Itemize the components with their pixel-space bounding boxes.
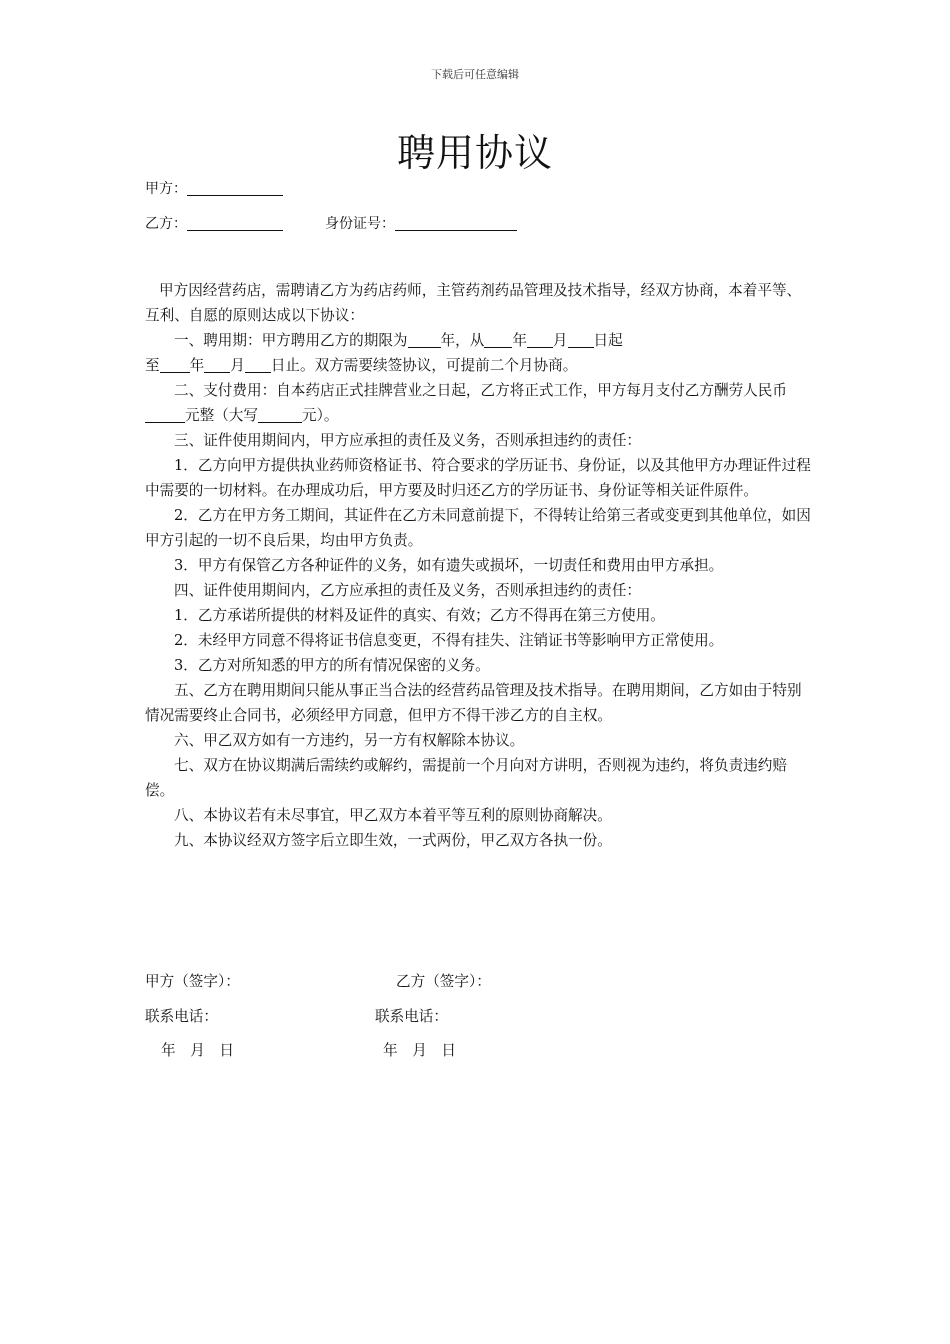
id-blank[interactable] bbox=[395, 216, 517, 231]
start-month-blank[interactable] bbox=[527, 332, 553, 348]
party-b-row bbox=[145, 213, 517, 233]
party-a-phone-label: 联系电话： bbox=[145, 1008, 218, 1025]
clause-3: 三、证件使用期间内，甲方应承担的责任及义务，否则承担违约的责任： bbox=[174, 432, 642, 449]
clause-4-item-1: 1．乙方承诺所提供的材料及证件的真实、有效；乙方不得再在第三方使用。 bbox=[174, 607, 665, 624]
party-b-signature-label: 乙方（签字）： bbox=[396, 973, 491, 990]
start-year-blank[interactable] bbox=[484, 332, 512, 348]
clause-4: 四、证件使用期间内，乙方应承担的责任及义务，否则承担违约的责任： bbox=[174, 582, 642, 599]
party-b-phone-label: 联系电话： bbox=[375, 1008, 448, 1025]
party-b-date: 年 月 日 bbox=[383, 1042, 456, 1059]
agreement-body bbox=[145, 278, 815, 853]
party-a-label: 甲方： bbox=[145, 181, 187, 197]
clause-5: 五、乙方在聘用期间只能从事正当合法的经营药品管理及技术指导。在聘用期间，乙方如由于特别情况需要终止合同书，必须经甲方同意，但甲方不得干涉乙方的自主权。 bbox=[145, 682, 802, 724]
party-a-row bbox=[145, 178, 283, 198]
salary-capital-blank[interactable] bbox=[258, 407, 302, 423]
clause-4-item-2: 2．未经甲方同意不得将证书信息变更，不得有挂失、注销证书等影响甲方正常使用。 bbox=[174, 632, 724, 649]
clause-8: 八、本协议若有未尽事宜，甲乙双方本着平等互利的原则协商解决。 bbox=[174, 807, 612, 824]
end-month-blank[interactable] bbox=[204, 357, 230, 373]
party-a-signature-label: 甲方（签字）： bbox=[145, 973, 240, 990]
clause-9: 九、本协议经双方签字后立即生效，一式两份，甲乙双方各执一份。 bbox=[174, 832, 612, 849]
party-a-date: 年 月 日 bbox=[161, 1042, 234, 1059]
clause-3-item-3: 3．甲方有保管乙方各种证件的义务，如有遗失或损坏，一切责任和费用由甲方承担。 bbox=[174, 557, 724, 574]
clause-6: 六、甲乙双方如有一方违约，另一方有权解除本协议。 bbox=[174, 732, 525, 749]
document-title: 聘用协议 bbox=[396, 131, 553, 175]
salary-amount-blank[interactable] bbox=[145, 407, 185, 423]
start-day-blank[interactable] bbox=[568, 332, 594, 348]
party-b-label: 乙方： bbox=[145, 216, 187, 232]
clause-1-line-1: 一、聘用期：甲方聘用乙方的期限为 年，从 年 月 日起 bbox=[174, 332, 623, 349]
intro-paragraph: 甲方因经营药店，需聘请乙方为药店药师，主管药剂药品管理及技术指导，经双方协商，本着平等、互利、自愿的原则达成以下协议： bbox=[145, 282, 802, 324]
id-label: 身份证号： bbox=[325, 216, 395, 232]
clause-4-item-3: 3．乙方对所知悉的甲方的所有情况保密的义务。 bbox=[174, 657, 490, 674]
clause-1-line-2: 至 年 月 日止。双方需要续签协议，可提前二个月协商。 bbox=[145, 357, 578, 374]
clause-2: 二、支付费用：自本药店正式挂牌营业之日起，乙方将正式工作，甲方每月支付乙方酬劳人民币元整（大写 元）。 bbox=[145, 378, 815, 428]
term-years-blank[interactable] bbox=[408, 332, 441, 348]
party-b-blank[interactable] bbox=[187, 216, 283, 231]
clause-3-item-1: 1．乙方向甲方提供执业药师资格证书、符合要求的学历证书、身份证，以及其他甲方办理证件过程中需要的一切材料。在办理成功后，甲方要及时归还乙方的学历证书、身份证等相关证件原件。 bbox=[145, 457, 811, 499]
clause-3-item-2: 2．乙方在甲方务工期间，其证件在乙方未同意前提下，不得转让给第三者或变更到其他单位，如因甲方引起的一切不良后果，均由甲方负责。 bbox=[145, 507, 811, 549]
clause-7: 七、双方在协议期满后需续约或解约，需提前一个月向对方讲明，否则视为违约，将负责违约赔偿。 bbox=[145, 757, 787, 799]
party-a-blank[interactable] bbox=[187, 181, 283, 196]
end-year-blank[interactable] bbox=[160, 357, 190, 373]
end-day-blank[interactable] bbox=[245, 357, 271, 373]
header-note: 下载后可任意编辑 bbox=[431, 68, 519, 81]
